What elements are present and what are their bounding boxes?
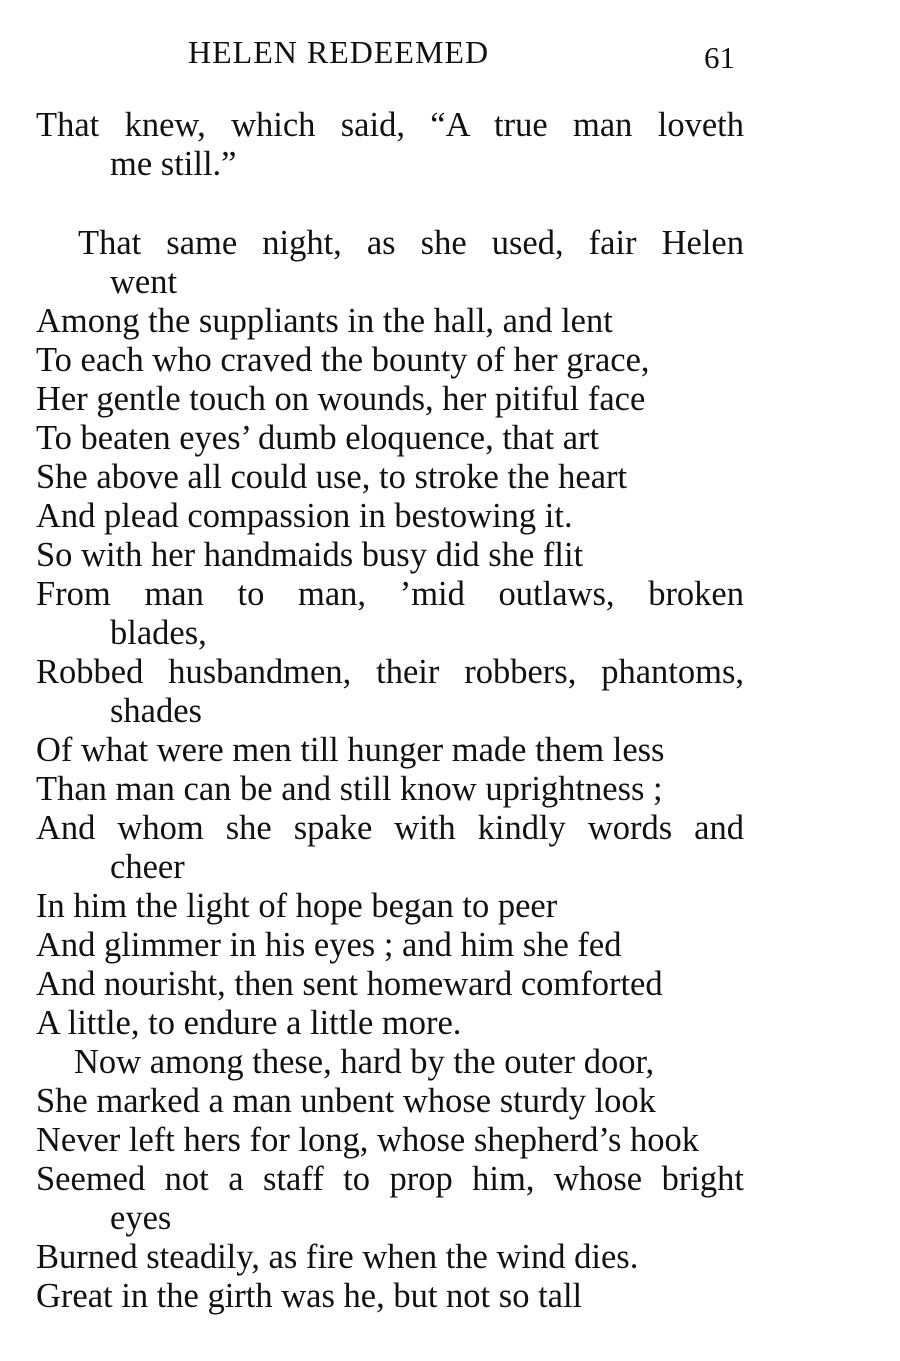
poem-line: And glimmer in his eyes ; and him she fed bbox=[36, 926, 622, 964]
poem-line: Her gentle touch on wounds, her pitiful face bbox=[36, 380, 646, 418]
stanza-gap bbox=[36, 184, 744, 224]
poem-line: She above all could use, to stroke the heart bbox=[36, 458, 628, 496]
poem-line: And whom she spake with kindly words and bbox=[36, 809, 744, 847]
poem-line-continuation: me still.” bbox=[110, 145, 237, 183]
poem-line: A little, to endure a little more. bbox=[36, 1004, 462, 1042]
poem-line: She marked a man unbent whose sturdy look bbox=[36, 1082, 656, 1120]
running-head: HELEN REDEEMED bbox=[188, 34, 490, 70]
poem-line: Now among these, hard by the outer door, bbox=[74, 1043, 655, 1081]
poem-line: So with her handmaids busy did she flit bbox=[36, 536, 584, 574]
page-number: 61 bbox=[704, 40, 735, 75]
poem-line: That knew, which said, “A true man loveth bbox=[36, 106, 744, 144]
poem-line-continuation: blades, bbox=[110, 614, 207, 652]
poem-line: From man to man, ’mid outlaws, broken bbox=[36, 575, 744, 613]
poem-line: That same night, as she used, fair Helen bbox=[78, 224, 744, 262]
poem-line: Burned steadily, as fire when the wind dies. bbox=[36, 1238, 639, 1276]
poem-line: Than man can be and still know uprightness ; bbox=[36, 770, 663, 808]
poem-line: In him the light of hope began to peer bbox=[36, 887, 558, 925]
poem-line: Great in the girth was he, but not so tall bbox=[36, 1277, 583, 1315]
poem-line: Never left hers for long, whose shepherd’s hook bbox=[36, 1121, 699, 1159]
poem-text bbox=[36, 106, 744, 1316]
poem-line: And plead compassion in bestowing it. bbox=[36, 497, 573, 535]
poem-line: Of what were men till hunger made them less bbox=[36, 731, 665, 769]
poem-line: Robbed husbandmen, their robbers, phantoms, bbox=[36, 653, 744, 691]
poem-line: And nourisht, then sent homeward comforted bbox=[36, 965, 663, 1003]
poem-line: To beaten eyes’ dumb eloquence, that art bbox=[36, 419, 600, 457]
poem-line-continuation: went bbox=[110, 263, 178, 301]
poem-line-continuation: cheer bbox=[110, 848, 185, 886]
poem-line-continuation: shades bbox=[110, 692, 202, 730]
poem-line: Seemed not a staff to prop him, whose bright bbox=[36, 1160, 744, 1198]
poem-line: To each who craved the bounty of her grace, bbox=[36, 341, 650, 379]
poem-line-continuation: eyes bbox=[110, 1199, 172, 1237]
poem-line: Among the suppliants in the hall, and lent bbox=[36, 302, 613, 340]
